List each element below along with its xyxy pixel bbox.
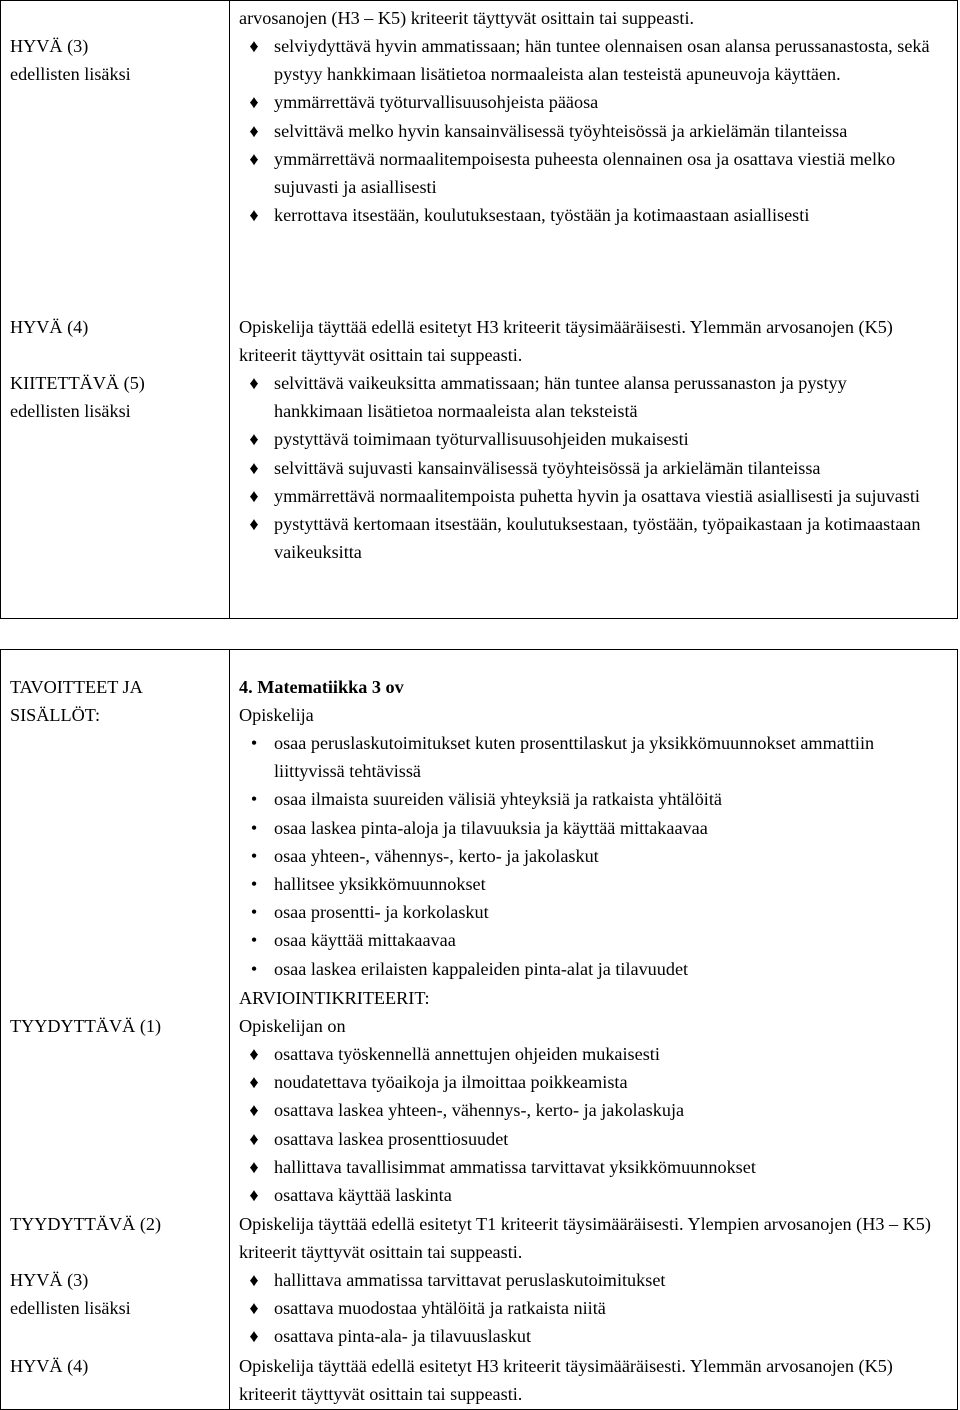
round-bullet-icon: • [250,789,258,810]
list-item-text: kerrottava itsestään, koulutuksestaan, työstään ja kotimaastaan asiallisesti [274,205,810,226]
list-item-text: osattava laskea yhteen-, vähennys-, kerto- ja jakolaskuja [274,1100,685,1121]
criteria-table-language [0,0,958,619]
diamond-bullet-icon: ♦ [249,1185,259,1206]
list-item-text: osaa laskea erilaisten kappaleiden pinta-alat ja tilavuudet [274,958,689,979]
grade-label-line: edellisten lisäksi [10,1298,131,1319]
grade-label-line: HYVÄ (3) [10,36,89,56]
criteria-table-math [0,649,958,1410]
list-item-text: osaa ilmaista suureiden välisiä yhteyksiä ja ratkaista yhtälöitä [274,789,722,810]
criteria-h4-text: Opiskelija täyttää edellä esitetyt H3 kriteerit täysimääräisesti. Ylemmän arvosanojen (K5) kriteerit täyttyvät osittain tai suppeasti. [239,1356,893,1405]
bullet-list-h3 [239,32,939,229]
list-item-text: osaa käyttää mittakaavaa [274,930,456,951]
grade-label-line: TYYDYTTÄVÄ (1) [10,1016,162,1036]
bullet-list-k5 [239,369,939,566]
grade-label-line: edellisten lisäksi [10,64,131,85]
grade-label-tyydyttava-1 [10,1012,225,1040]
diamond-bullet-icon: ♦ [249,457,259,478]
section-label-line: TAVOITTEET JA [10,677,143,697]
list-item-text: hallittava ammatissa tarvittavat peruslaskutoimitukset [274,1270,666,1290]
subject-heading: 4. Matematiikka 3 ov [239,677,404,697]
list-item-text: selvittävä sujuvasti kansainvälisessä työyhteisössä ja arkielämän tilanteissa [274,457,821,478]
list-item [239,32,939,88]
diamond-bullet-icon: ♦ [249,205,259,226]
bullet-list-t1 [239,1040,939,1209]
list-item [239,814,939,842]
diamond-bullet-icon: ♦ [249,1156,259,1177]
round-bullet-icon: • [250,902,258,923]
diamond-bullet-icon: ♦ [249,1044,259,1064]
list-item-text: ymmärrettävä normaalitempoisesta puheesta olennainen osa ja osattava viestiä melko sujuvasti ja asiallisesti [274,148,896,198]
list-item [239,425,939,453]
list-item-text: osaa laskea pinta-aloja ja tilavuuksia ja käyttää mittakaavaa [274,817,708,838]
list-item-text: osattava muodostaa yhtälöitä ja ratkaista niitä [274,1298,606,1319]
list-item-text: pystyttävä kertomaan itsestään, koulutuksestaan, työstään, työpaikastaan ja kotimaastaan vaikeuksitta [274,514,921,563]
round-bullet-icon: • [250,958,258,979]
list-item [239,926,939,954]
list-item-text: selvittävä vaikeuksitta ammatissaan; hän tuntee alansa perussanaston ja pystyy hankkimaan lisätietoa normaaleista alan teksteistä [274,373,847,422]
list-item [239,201,939,229]
diamond-bullet-icon: ♦ [249,514,259,535]
diamond-bullet-icon: ♦ [249,148,259,169]
diamond-bullet-icon: ♦ [249,1100,259,1121]
list-item [239,88,939,116]
list-item [239,1096,939,1124]
list-item-text: osattava pinta-ala- ja tilavuuslaskut [274,1326,532,1347]
list-item-text: selviydyttävä hyvin ammatissaan; hän tuntee olennaisen osan alansa perussanastosta, sekä pystyy hankkimaan lisätietoa normaaleista alan testeistä apuneuvoja käyttäen. [274,36,930,85]
criteria-h4-text: Opiskelija täyttää edellä esitetyt H3 kriteerit täysimääräisesti. Ylemmän arvosanojen (K5) kriteerit täyttyvät osittain tai suppeasti. [239,317,893,366]
list-item-text: pystyttävä toimimaan työturvallisuusohjeiden mukaisesti [274,429,689,450]
section-label-line: SISÄLLÖT: [10,705,101,726]
bullet-list-h3 [239,1266,939,1351]
list-item [239,510,939,566]
diamond-bullet-icon: ♦ [249,1128,259,1149]
round-bullet-icon: • [250,845,258,866]
list-item [239,1266,939,1294]
list-item [239,1153,939,1181]
list-item-text: osaa peruslaskutoimitukset kuten prosenttilaskut ja yksikkömuunnokset ammattiin liittyvissä tehtävissä [274,733,875,782]
list-item-text: hallittava tavallisimmat ammatissa tarvittavat yksikkömuunnokset [274,1156,756,1177]
list-item [239,1068,939,1096]
criteria-intro: Opiskelijan on [239,1016,346,1036]
grade-label-line: TYYDYTTÄVÄ (2) [10,1214,162,1234]
list-item [239,1040,939,1068]
round-bullet-icon: • [250,733,258,753]
list-item-text: osattava työskennellä annettujen ohjeiden mukaisesti [274,1044,660,1064]
list-item [239,117,939,145]
list-item [239,1294,939,1322]
diamond-bullet-icon: ♦ [249,36,259,56]
list-item-text: noudatettava työaikoja ja ilmoittaa poikkeamista [274,1072,628,1093]
diamond-bullet-icon: ♦ [249,1326,259,1347]
grade-label-line: HYVÄ (3) [10,1270,89,1290]
grade-label-line: HYVÄ (4) [10,317,89,337]
round-bullet-icon: • [250,930,258,951]
grade-label-line: edellisten lisäksi [10,401,131,422]
criteria-heading: ARVIOINTIKRITEERIT: [239,988,430,1008]
diamond-bullet-icon: ♦ [249,1072,259,1093]
diamond-bullet-icon: ♦ [249,429,259,450]
grade-label-line: KIITETTÄVÄ (5) [10,373,145,393]
grade-label-hyva-4 [10,313,225,341]
grade-label-hyva-3 [10,1266,225,1322]
grade-label-hyva-3 [10,32,225,88]
list-item [239,729,939,785]
list-item [239,454,939,482]
grade-label-tyydyttava-2 [10,1210,225,1238]
list-item [239,898,939,926]
list-item-text: ymmärrettävä normaalitempoista puhetta hyvin ja osattava viestiä asiallisesti ja sujuvasti [274,485,920,506]
criteria-t2-text: Opiskelija täyttää edellä esitetyt T1 kriteerit täysimääräisesti. Ylempien arvosanojen (H3 – K5) kriteerit täyttyvät osittain tai suppeasti. [239,1214,931,1263]
list-item-text: hallitsee yksikkömuunnokset [274,874,486,895]
goals-list [239,729,939,983]
goals-intro: Opiskelija [239,705,314,725]
diamond-bullet-icon: ♦ [249,120,259,141]
diamond-bullet-icon: ♦ [249,1298,259,1319]
column-divider [229,1,230,618]
section-label-goals [10,673,225,729]
diamond-bullet-icon: ♦ [249,92,259,113]
list-item-text: osaa yhteen-, vähennys-, kerto- ja jakolaskut [274,845,599,866]
column-divider [229,650,230,1409]
list-item [239,482,939,510]
list-item [239,870,939,898]
list-item [239,1181,939,1209]
grade-label-line: HYVÄ (4) [10,1356,89,1376]
grade-label-kiitettava-5 [10,369,225,425]
diamond-bullet-icon: ♦ [249,485,259,506]
criteria-intro-text: arvosanojen (H3 – K5) kriteerit täyttyvät osittain tai suppeasti. [239,8,695,28]
list-item-text: osattava käyttää laskinta [274,1185,452,1206]
grade-label-hyva-4 [10,1352,225,1380]
round-bullet-icon: • [250,874,258,895]
list-item-text: ymmärrettävä työturvallisuusohjeista pääosa [274,92,599,113]
list-item [239,785,939,813]
list-item [239,1322,939,1350]
diamond-bullet-icon: ♦ [249,1270,259,1290]
list-item [239,842,939,870]
diamond-bullet-icon: ♦ [249,373,259,393]
list-item-text: selvittävä melko hyvin kansainvälisessä työyhteisössä ja arkielämän tilanteissa [274,120,848,141]
list-item [239,145,939,201]
list-item [239,369,939,425]
list-item [239,955,939,983]
list-item-text: osaa prosentti- ja korkolaskut [274,902,489,923]
list-item [239,1125,939,1153]
round-bullet-icon: • [250,817,258,838]
list-item-text: osattava laskea prosenttiosuudet [274,1128,509,1149]
